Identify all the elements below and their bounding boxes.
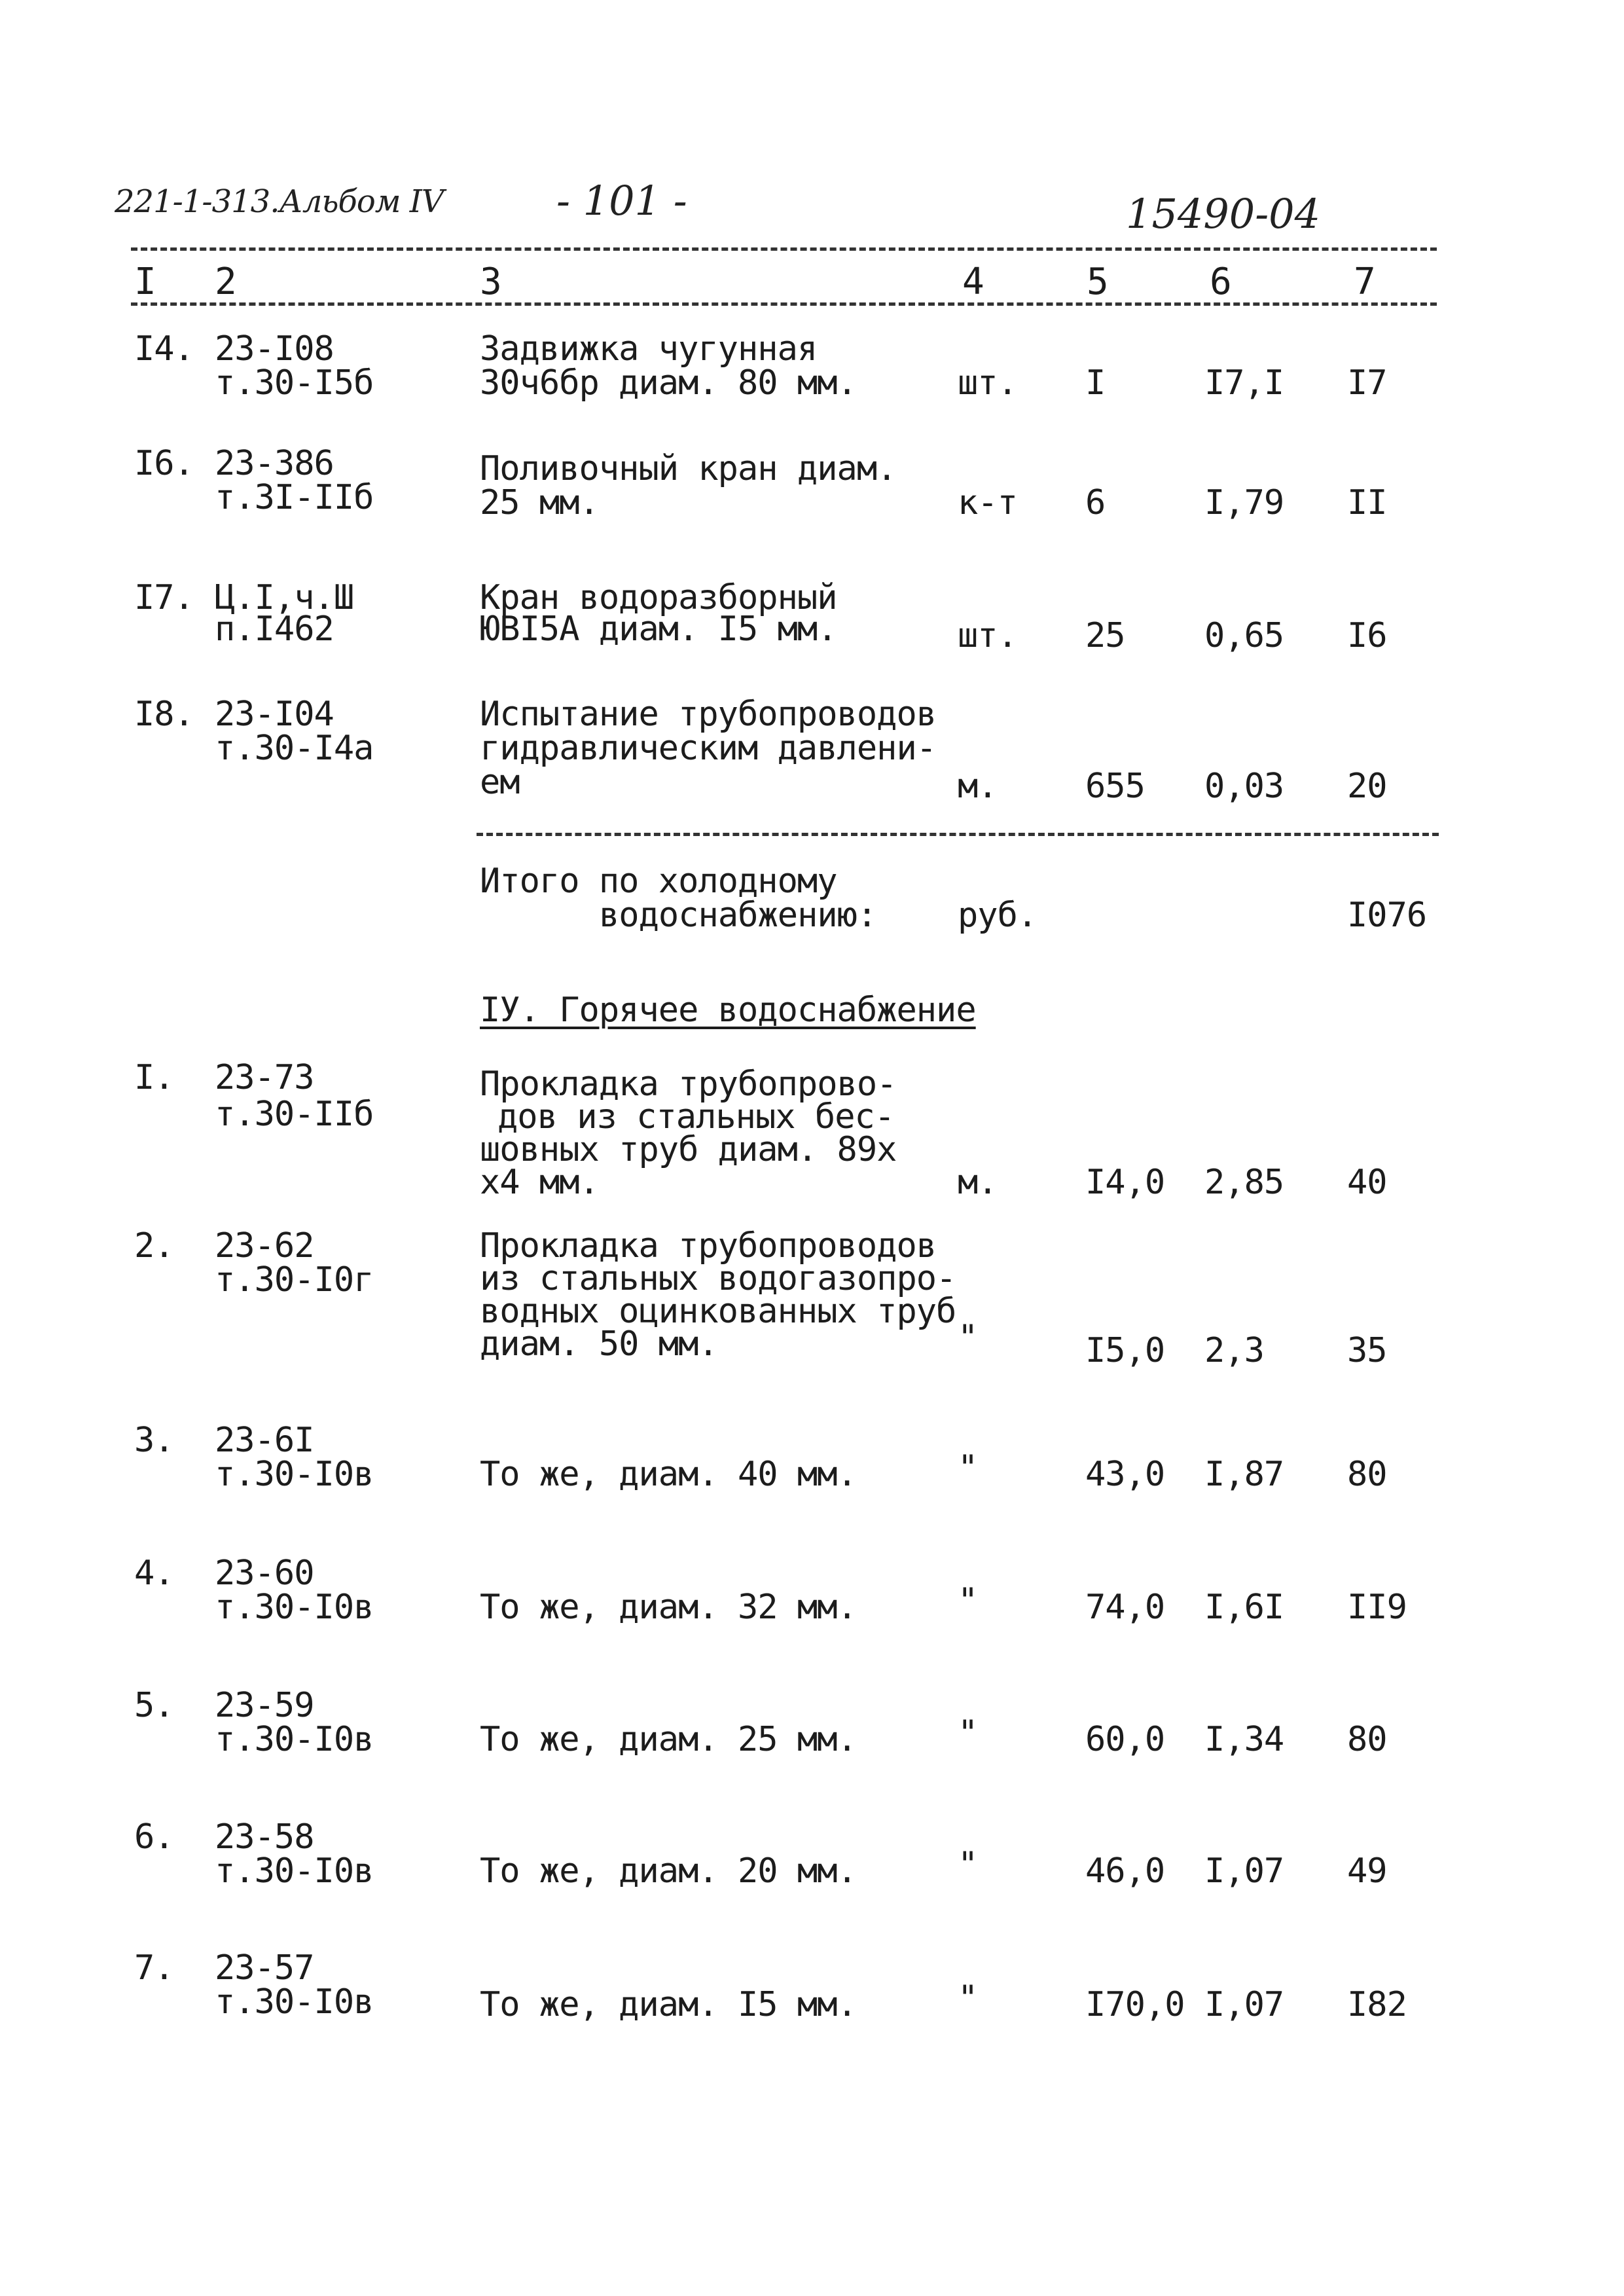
row-quantity: 6 (1085, 483, 1106, 522)
row-unit: шт. (958, 616, 1017, 655)
row-description: х4 мм. (480, 1163, 599, 1202)
row-price: 2,85 (1204, 1163, 1284, 1202)
row-number: I4. (134, 329, 194, 369)
row-reference: т.30-I0в (215, 1982, 374, 2022)
row-unit: м. (958, 767, 998, 806)
row-description: Испытание трубопроводов (480, 695, 937, 734)
row-total: I82 (1347, 1985, 1407, 2024)
column-header-4: 4 (962, 261, 984, 303)
row-number: 2. (134, 1226, 174, 1266)
row-number: 4. (134, 1554, 174, 1593)
row-description: ЮВI5А диам. I5 мм. (480, 610, 837, 649)
row-description: ем (480, 763, 520, 802)
row-price: I,79 (1204, 483, 1284, 522)
row-reference: т.30-I5б (215, 363, 374, 403)
row-total: II9 (1347, 1588, 1407, 1627)
row-quantity: 60,0 (1085, 1720, 1165, 1759)
column-header-3: 3 (480, 261, 502, 303)
row-reference: 23-59 (215, 1686, 314, 1725)
row-reference: т.30-IIб (215, 1095, 374, 1134)
row-reference: т.3I-IIб (215, 478, 374, 517)
row-quantity: 25 (1085, 616, 1125, 655)
row-description: гидравлическим давлени- (480, 729, 937, 768)
row-total: 40 (1347, 1163, 1387, 1202)
column-header-5: 5 (1087, 261, 1109, 303)
row-reference: 23-I08 (215, 329, 334, 369)
row-description: Прокладка трубопроводов (480, 1226, 937, 1266)
row-description: Поливочный кран диам. (480, 449, 897, 488)
row-quantity: I70,0 (1085, 1985, 1185, 2024)
row-description: Прокладка трубопрово- (480, 1065, 897, 1104)
row-total: I6 (1347, 616, 1387, 655)
row-unit: " (958, 1845, 978, 1884)
page-number: - 101 - (556, 177, 687, 225)
header-bottom-rule (131, 302, 1437, 306)
row-description: То же, диам. 25 мм. (480, 1720, 857, 1759)
row-reference: п.I462 (215, 610, 334, 649)
row-quantity: I4,0 (1085, 1163, 1165, 1202)
row-price: 0,65 (1204, 616, 1284, 655)
row-total: 80 (1347, 1720, 1387, 1759)
row-reference: т.30-I0в (215, 1588, 374, 1627)
subtotal-rule (477, 833, 1439, 836)
row-quantity: I (1085, 363, 1106, 403)
row-unit: к-т (958, 483, 1017, 522)
column-header-6: 6 (1210, 261, 1232, 303)
row-reference: 23-73 (215, 1058, 314, 1097)
row-price: I,34 (1204, 1720, 1284, 1759)
column-header-2: 2 (215, 261, 237, 303)
row-number: I. (134, 1058, 174, 1097)
row-price: I7,I (1204, 363, 1284, 403)
row-quantity: 655 (1085, 767, 1145, 806)
row-price: 0,03 (1204, 767, 1284, 806)
row-reference: 23-62 (215, 1226, 314, 1266)
row-price: I,6I (1204, 1588, 1284, 1627)
row-total: 20 (1347, 767, 1387, 806)
column-header-1: I (134, 261, 156, 303)
row-total: II (1347, 483, 1387, 522)
row-unit: " (958, 1318, 978, 1357)
row-unit: " (958, 1978, 978, 2018)
row-number: I7. (134, 578, 194, 617)
subtotal-label: водоснабжению: (599, 896, 877, 935)
row-description: Задвижка чугунная (480, 329, 818, 369)
row-reference: 23-6I (215, 1421, 314, 1460)
row-description: Кран водоразборный (480, 578, 837, 617)
row-reference: 23-57 (215, 1948, 314, 1988)
row-description: То же, диам. 20 мм. (480, 1851, 857, 1891)
row-unit: " (958, 1448, 978, 1487)
row-number: 7. (134, 1948, 174, 1988)
row-unit: шт. (958, 363, 1017, 403)
row-number: 6. (134, 1817, 174, 1857)
row-reference: т.30-I0в (215, 1455, 374, 1494)
row-price: I,07 (1204, 1985, 1284, 2024)
row-number: 5. (134, 1686, 174, 1725)
row-reference: т.30-I4а (215, 729, 374, 768)
row-description: шовных труб диам. 89х (480, 1130, 897, 1169)
row-total: I7 (1347, 363, 1387, 403)
row-total: 80 (1347, 1455, 1387, 1494)
row-description: То же, диам. I5 мм. (480, 1985, 857, 2024)
document-code: 221-1-313.Альбом IV (115, 183, 444, 220)
row-description: То же, диам. 32 мм. (480, 1588, 857, 1627)
row-reference: 23-I04 (215, 695, 334, 734)
row-reference: 23-58 (215, 1817, 314, 1857)
row-quantity: 74,0 (1085, 1588, 1165, 1627)
row-description: водных оцинкованных труб (480, 1292, 956, 1331)
row-unit: " (958, 1713, 978, 1753)
row-quantity: I5,0 (1085, 1331, 1165, 1370)
row-number: I8. (134, 695, 194, 734)
row-total: 49 (1347, 1851, 1387, 1891)
row-description: 30ч6бр диам. 80 мм. (480, 363, 857, 403)
row-unit: " (958, 1581, 978, 1620)
row-price: I,87 (1204, 1455, 1284, 1494)
subtotal-unit: руб. (958, 896, 1038, 935)
subtotal-total: I076 (1347, 896, 1427, 935)
row-reference: 23-60 (215, 1554, 314, 1593)
document-number: 15490-04 (1126, 190, 1321, 238)
row-reference: т.30-I0в (215, 1720, 374, 1759)
column-header-7: 7 (1354, 261, 1376, 303)
row-unit: м. (958, 1163, 998, 1202)
row-price: I,07 (1204, 1851, 1284, 1891)
row-reference: Ц.I,ч.Ш (215, 578, 354, 617)
section-title: IУ. Горячее водоснабжение (480, 991, 976, 1030)
row-description: дов из стальных бес- (497, 1097, 895, 1137)
row-number: I6. (134, 444, 194, 483)
row-reference: 23-386 (215, 444, 334, 483)
row-description: 25 мм. (480, 483, 599, 522)
row-total: 35 (1347, 1331, 1387, 1370)
row-description: диам. 50 мм. (480, 1324, 718, 1364)
row-price: 2,3 (1204, 1331, 1264, 1370)
row-reference: т.30-I0в (215, 1851, 374, 1891)
row-description: из стальных водогазопро- (480, 1259, 956, 1298)
subtotal-label: Итого по холодному (480, 862, 837, 901)
row-quantity: 46,0 (1085, 1851, 1165, 1891)
header-top-rule (131, 247, 1437, 251)
row-description: То же, диам. 40 мм. (480, 1455, 857, 1494)
row-number: 3. (134, 1421, 174, 1460)
row-quantity: 43,0 (1085, 1455, 1165, 1494)
row-reference: т.30-I0г (215, 1260, 374, 1300)
